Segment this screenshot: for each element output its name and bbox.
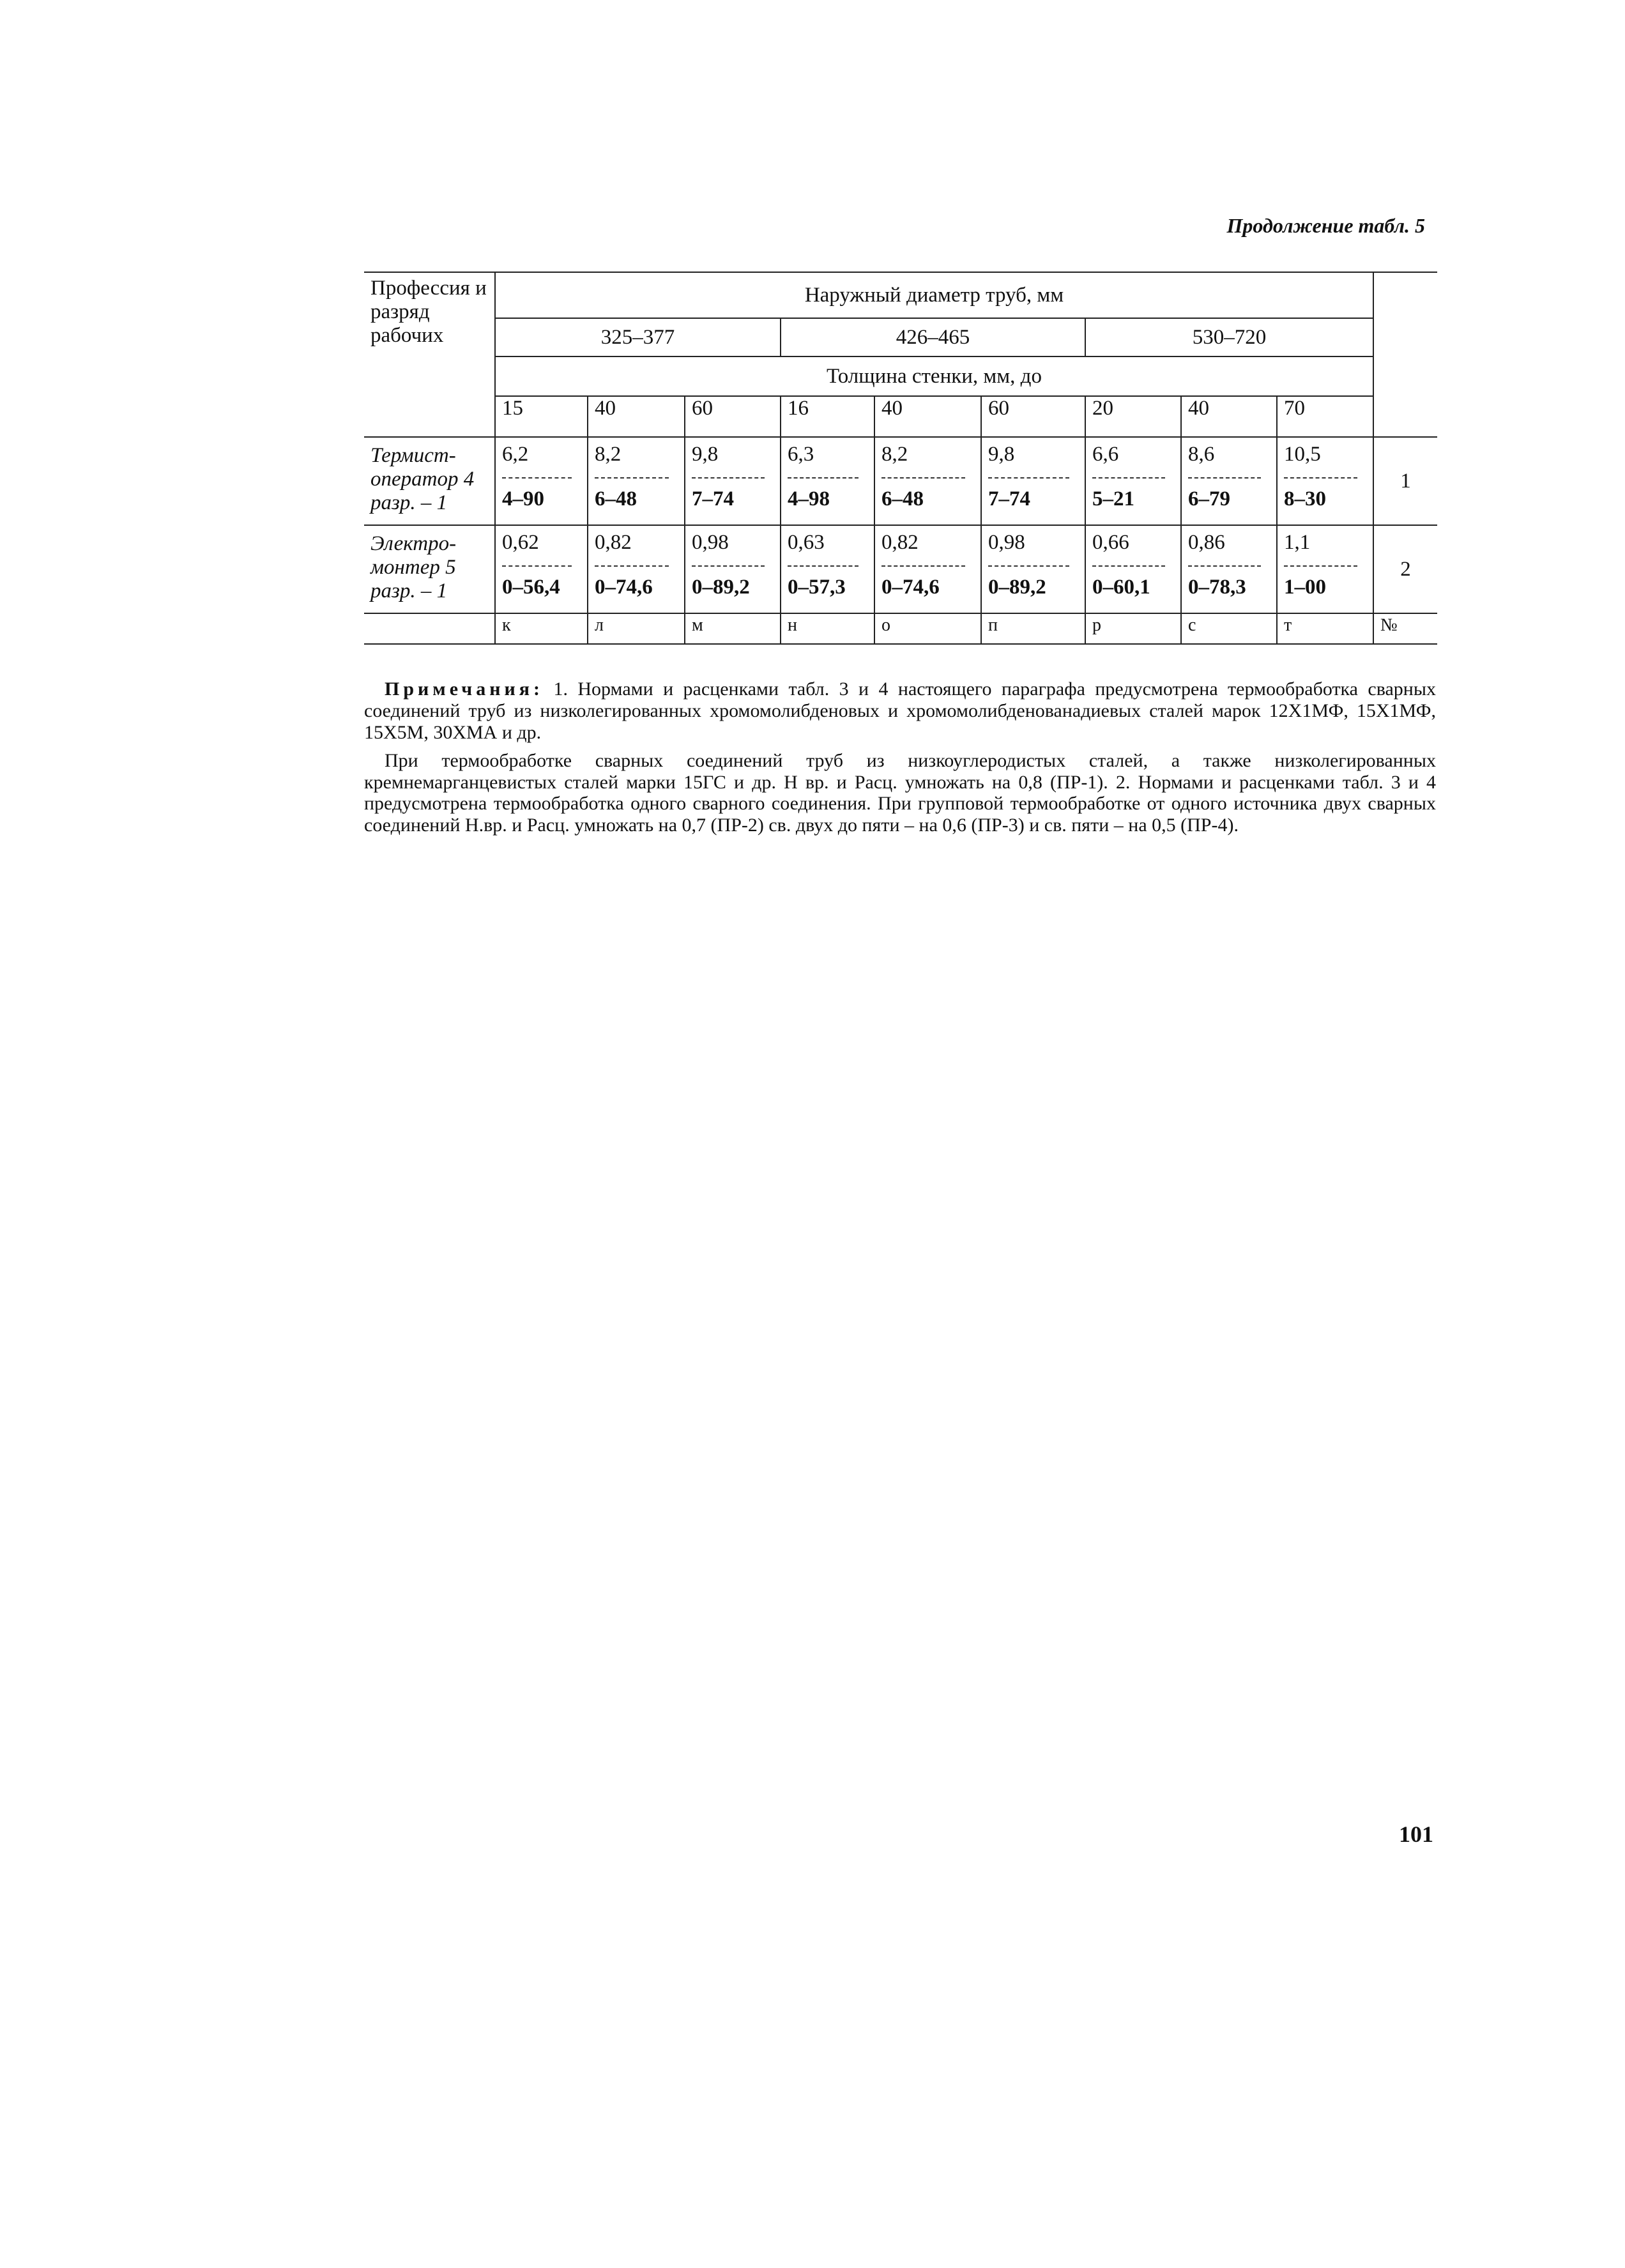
notes bbox=[364, 678, 1436, 843]
rate-value: 1–00 bbox=[1284, 576, 1326, 599]
data-rows bbox=[364, 437, 1437, 613]
profession-cell: Термист-оператор 4 разр. – 1 bbox=[364, 437, 495, 525]
diameter-group: 325–377 bbox=[495, 318, 781, 356]
fraction-divider bbox=[502, 565, 572, 572]
value-cell bbox=[981, 525, 1085, 613]
profession-cell: Электро-монтер 5 разр. – 1 bbox=[364, 525, 495, 613]
page-number: 101 bbox=[1399, 1821, 1433, 1847]
row-number: 1 bbox=[1373, 437, 1437, 525]
number-label: № bbox=[1373, 613, 1437, 644]
letters-blank bbox=[364, 613, 495, 644]
fraction-divider bbox=[1284, 477, 1357, 484]
column-letter: т bbox=[1277, 613, 1373, 644]
time-norm: 0,63 bbox=[788, 531, 825, 554]
value-cell bbox=[495, 437, 588, 525]
rate-value: 6–48 bbox=[595, 487, 637, 510]
column-letter: с bbox=[1181, 613, 1277, 644]
time-norm: 10,5 bbox=[1284, 443, 1321, 466]
fraction-divider bbox=[1092, 477, 1165, 484]
thickness-cell: 15 bbox=[495, 396, 588, 437]
fraction-divider bbox=[1092, 565, 1165, 572]
rate-value: 0–74,6 bbox=[595, 576, 653, 599]
diameter-group: 530–720 bbox=[1085, 318, 1373, 356]
column-letter: п bbox=[981, 613, 1085, 644]
table-caption: Продолжение табл. 5 bbox=[1226, 214, 1425, 237]
value-cell bbox=[1277, 437, 1373, 525]
column-letter: м bbox=[685, 613, 781, 644]
value-cell bbox=[1181, 525, 1277, 613]
value-cell bbox=[588, 525, 685, 613]
note-1-text: 1. Нормами и расценками табл. 3 и 4 настоящего параграфа предусмотрена термообработка сварных соединений труб из низколегированных хромомолибденовых и хромомолибденованадиевых сталей марок 12Х1МФ, 15Х1МФ, 15Х5М, 30ХМА и др. bbox=[364, 678, 1437, 743]
value-cell bbox=[1085, 525, 1181, 613]
time-norm: 9,8 bbox=[988, 443, 1015, 466]
value-cell bbox=[781, 437, 874, 525]
time-norm: 0,98 bbox=[988, 531, 1025, 554]
column-letter: н bbox=[781, 613, 874, 644]
rate-value: 4–90 bbox=[502, 487, 544, 510]
time-norm: 0,62 bbox=[502, 531, 539, 554]
value-cell bbox=[874, 525, 981, 613]
norms-table bbox=[364, 272, 1437, 645]
fraction-divider bbox=[788, 477, 858, 484]
rate-value: 0–57,3 bbox=[788, 576, 846, 599]
time-norm: 0,98 bbox=[692, 531, 729, 554]
rate-value: 0–89,2 bbox=[988, 576, 1046, 599]
rate-value: 7–74 bbox=[988, 487, 1030, 510]
rate-value: 7–74 bbox=[692, 487, 734, 510]
fraction-divider bbox=[881, 565, 965, 572]
value-cell bbox=[1277, 525, 1373, 613]
thickness-cell: 60 bbox=[685, 396, 781, 437]
rate-value: 0–78,3 bbox=[1188, 576, 1246, 599]
fraction-divider bbox=[881, 477, 965, 484]
note-2: При термообработке сварных соединений труб из низкоуглеродистых сталей, а также низколегированных кремнемарганцевистых сталей марки 15ГС и др. Н вр. и Расц. умножать на 0,8 (ПР-1). 2. Нормами и расценками табл. 3 и 4 предусмотрена термообработка одного сварного соединения. При групповой термообработке от одного источника двух сварных соединений Н.вр. и Расц. умножать на 0,7 (ПР-2) св. двух до пяти – на 0,6 (ПР-3) и св. пяти – на 0,5 (ПР-4). bbox=[364, 749, 1436, 836]
time-norm: 8,2 bbox=[595, 443, 622, 466]
rate-value: 4–98 bbox=[788, 487, 830, 510]
thickness-cell: 40 bbox=[1181, 396, 1277, 437]
fraction-divider bbox=[692, 477, 765, 484]
thickness-cell: 16 bbox=[781, 396, 874, 437]
fraction-divider bbox=[988, 565, 1069, 572]
time-norm: 8,2 bbox=[881, 443, 908, 466]
time-norm: 0,82 bbox=[881, 531, 919, 554]
time-norm: 1,1 bbox=[1284, 531, 1311, 554]
time-norm: 0,86 bbox=[1188, 531, 1225, 554]
table-row bbox=[364, 525, 1437, 613]
rate-value: 8–30 bbox=[1284, 487, 1326, 510]
rate-value: 0–60,1 bbox=[1092, 576, 1150, 599]
rate-value: 0–74,6 bbox=[881, 576, 940, 599]
value-cell bbox=[1085, 437, 1181, 525]
time-norm: 0,66 bbox=[1092, 531, 1129, 554]
column-letter: о bbox=[874, 613, 981, 644]
fraction-divider bbox=[988, 477, 1069, 484]
fraction-divider bbox=[502, 477, 572, 484]
notes-title: Примечания: bbox=[385, 678, 544, 700]
fraction-divider bbox=[1188, 565, 1261, 572]
diameter-header: Наружный диаметр труб, мм bbox=[495, 272, 1373, 318]
profession-header: Профессия и разряд рабочих bbox=[364, 272, 495, 437]
value-cell bbox=[874, 437, 981, 525]
value-cell bbox=[495, 525, 588, 613]
thickness-cell: 20 bbox=[1085, 396, 1181, 437]
column-letter: р bbox=[1085, 613, 1181, 644]
thickness-cell: 60 bbox=[981, 396, 1085, 437]
thickness-cell: 70 bbox=[1277, 396, 1373, 437]
time-norm: 6,2 bbox=[502, 443, 529, 466]
rate-value: 5–21 bbox=[1092, 487, 1134, 510]
wall-thickness-header: Толщина стенки, мм, до bbox=[495, 356, 1373, 396]
column-letter: л bbox=[588, 613, 685, 644]
value-cell bbox=[781, 525, 874, 613]
row-number: 2 bbox=[1373, 525, 1437, 613]
row-number-header-blank bbox=[1373, 272, 1437, 437]
time-norm: 0,82 bbox=[595, 531, 632, 554]
time-norm: 8,6 bbox=[1188, 443, 1215, 466]
rate-value: 0–56,4 bbox=[502, 576, 560, 599]
fraction-divider bbox=[1284, 565, 1357, 572]
time-norm: 6,3 bbox=[788, 443, 814, 466]
rate-value: 6–79 bbox=[1188, 487, 1230, 510]
column-letters-row bbox=[364, 613, 1437, 644]
rate-value: 6–48 bbox=[881, 487, 924, 510]
fraction-divider bbox=[788, 565, 858, 572]
fraction-divider bbox=[595, 565, 669, 572]
value-cell bbox=[981, 437, 1085, 525]
column-letter: к bbox=[495, 613, 588, 644]
value-cell bbox=[685, 525, 781, 613]
diameter-group: 426–465 bbox=[781, 318, 1085, 356]
value-cell bbox=[685, 437, 781, 525]
value-cell bbox=[1181, 437, 1277, 525]
table-row bbox=[364, 437, 1437, 525]
value-cell bbox=[588, 437, 685, 525]
time-norm: 9,8 bbox=[692, 443, 719, 466]
note-1 bbox=[364, 678, 1436, 744]
thickness-cell: 40 bbox=[874, 396, 981, 437]
thickness-cell: 40 bbox=[588, 396, 685, 437]
rate-value: 0–89,2 bbox=[692, 576, 750, 599]
fraction-divider bbox=[692, 565, 765, 572]
time-norm: 6,6 bbox=[1092, 443, 1119, 466]
fraction-divider bbox=[595, 477, 669, 484]
fraction-divider bbox=[1188, 477, 1261, 484]
